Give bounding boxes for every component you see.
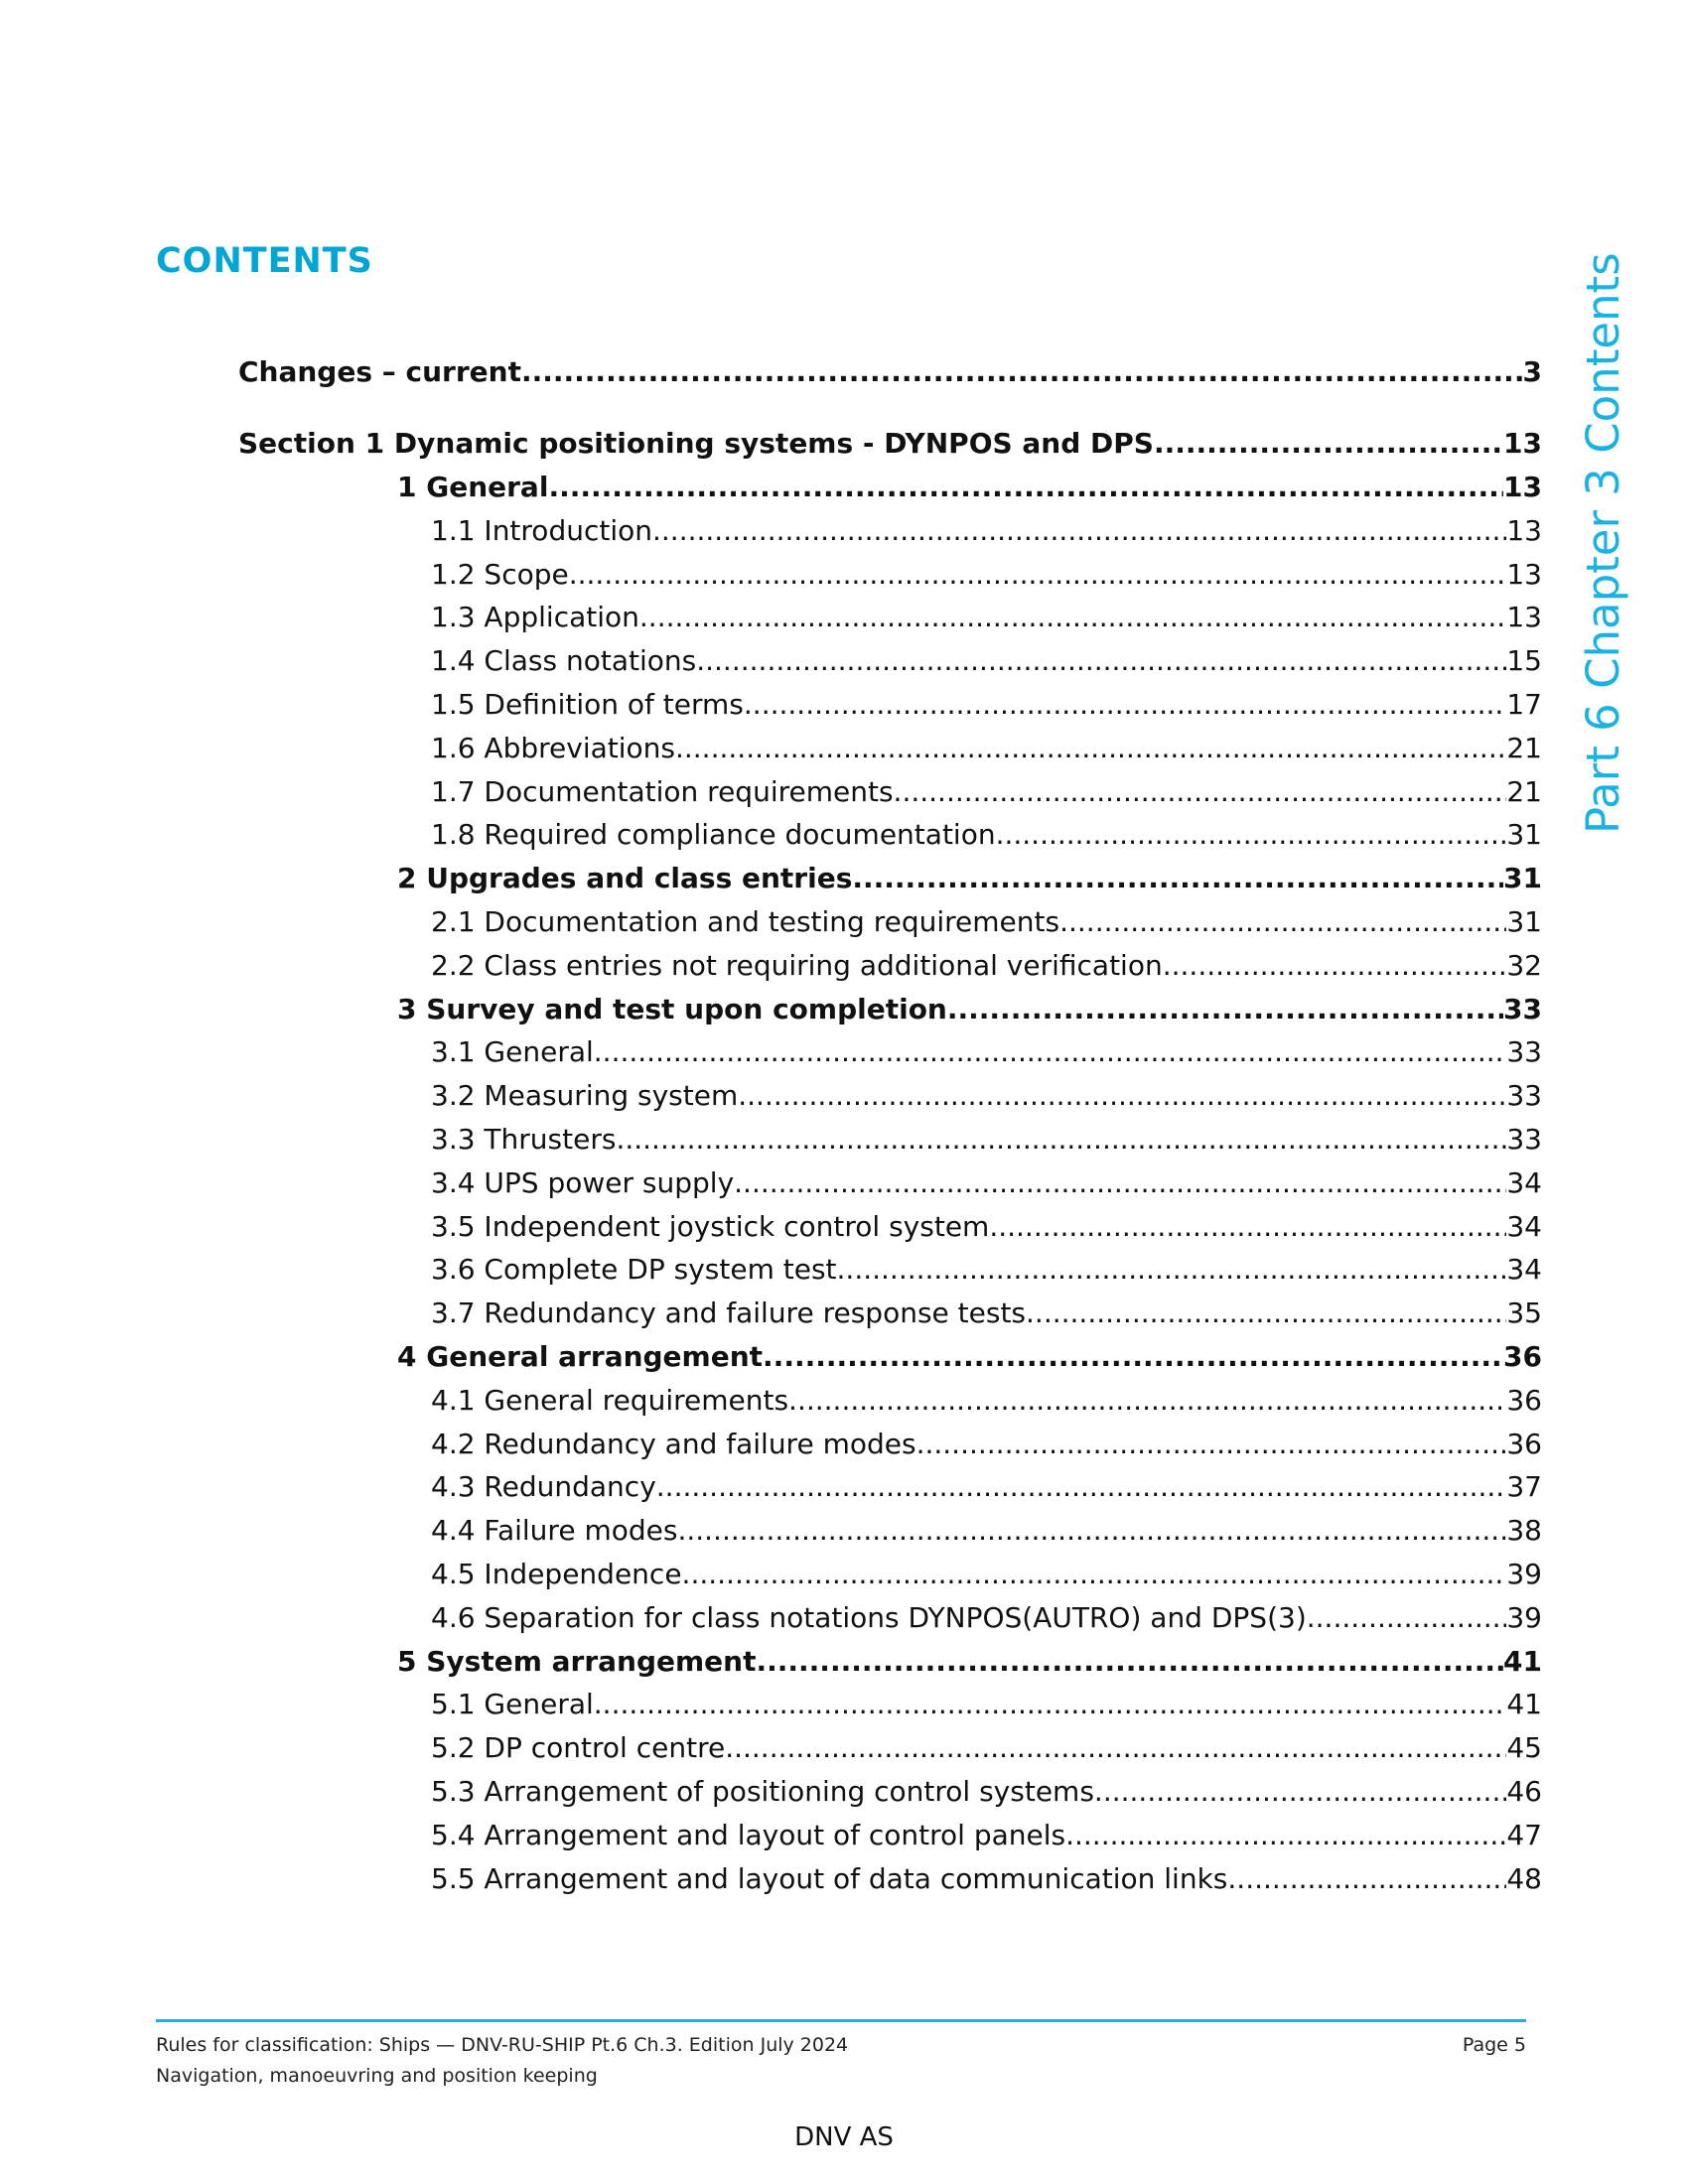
toc-entry-title: Changes – current (238, 355, 521, 388)
toc-entry-page: 15 (1506, 644, 1542, 678)
toc-entry-title: 2 Upgrades and class entries (397, 862, 853, 895)
toc-leader-dots (521, 352, 1523, 392)
contents-heading: CONTENTS (156, 241, 373, 281)
toc-leader-dots (1059, 902, 1506, 942)
toc-entry[interactable] (238, 424, 1542, 464)
toc-entry[interactable] (431, 1685, 1542, 1724)
toc-entry-page: 41 (1506, 1688, 1542, 1721)
toc-entry-page: 31 (1503, 862, 1542, 895)
toc-entry-title: 4.5 Independence (431, 1558, 682, 1590)
toc-entry-page: 13 (1503, 427, 1542, 460)
toc-entry-title: 5.3 Arrangement of positioning control systems (431, 1775, 1094, 1808)
toc-entry-title: 4.3 Redundancy (431, 1470, 656, 1504)
publisher-name: DNV AS (794, 2122, 894, 2152)
toc-entry[interactable] (431, 1511, 1542, 1551)
toc-entry-title: 1.4 Class notations (431, 644, 697, 678)
toc-leader-dots (656, 1467, 1507, 1507)
toc-entry-title: 1.2 Scope (431, 557, 569, 591)
toc-leader-dots (675, 729, 1506, 768)
toc-entry-title: 1.3 Application (431, 601, 639, 634)
toc-entry-page: 21 (1506, 731, 1542, 764)
toc-leader-dots (788, 1381, 1506, 1421)
toc-leader-dots (594, 1685, 1507, 1724)
toc-entry[interactable] (431, 1728, 1542, 1768)
toc-entry-title: 5.1 General (431, 1688, 594, 1721)
toc-leader-dots (989, 1207, 1506, 1247)
toc-entry-page: 34 (1506, 1209, 1542, 1243)
toc-entry[interactable] (431, 1555, 1542, 1594)
toc-entry[interactable] (397, 1642, 1542, 1682)
toc-entry[interactable] (397, 468, 1542, 507)
toc-entry-title: 5.5 Arrangement and layout of data communication links (431, 1861, 1228, 1895)
toc-entry-title: 1.1 Introduction (431, 513, 652, 547)
toc-entry-title: 2.2 Class entries not requiring additional verification (431, 948, 1163, 982)
toc-entry-page: 34 (1506, 1165, 1542, 1199)
toc-entry[interactable] (431, 1381, 1542, 1421)
footer-page-number: Page 5 (1462, 2034, 1526, 2056)
toc-entry-page: 48 (1506, 1861, 1542, 1895)
toc-entry[interactable] (431, 772, 1542, 812)
toc-leader-dots (996, 815, 1507, 855)
toc-entry[interactable] (431, 1120, 1542, 1160)
toc-entry-page: 38 (1506, 1514, 1542, 1548)
toc-leader-dots (837, 1250, 1507, 1290)
toc-leader-dots (1227, 1859, 1506, 1899)
toc-entry-title: 3.4 UPS power supply (431, 1165, 735, 1199)
toc-entry[interactable] (431, 685, 1542, 725)
toc-entry-page: 31 (1506, 905, 1542, 938)
toc-entry-title: 3.5 Independent joystick control system (431, 1209, 990, 1243)
toc-entry[interactable] (431, 815, 1542, 855)
toc-entry-page: 33 (1503, 992, 1542, 1025)
footer-text (156, 2030, 848, 2092)
toc-leader-dots (756, 1642, 1503, 1682)
toc-entry-title: 4.4 Failure modes (431, 1514, 678, 1548)
toc-leader-dots (916, 1425, 1507, 1464)
side-running-title: Part 6 Chapter 3 Contents (1577, 252, 1629, 834)
toc-entry-page: 41 (1503, 1644, 1542, 1678)
toc-entry-page: 36 (1503, 1340, 1542, 1373)
toc-leader-dots (852, 859, 1503, 898)
toc-entry[interactable] (431, 1032, 1542, 1072)
toc-entry-title: 5.2 DP control centre (431, 1731, 726, 1765)
toc-leader-dots (1065, 1816, 1506, 1855)
toc-entry[interactable] (431, 1207, 1542, 1247)
toc-entry[interactable] (431, 1598, 1542, 1638)
toc-entry[interactable] (397, 1337, 1542, 1377)
toc-leader-dots (725, 1728, 1506, 1768)
toc-entry-title: Section 1 Dynamic positioning systems - DYNPOS and DPS (238, 427, 1154, 460)
toc-entry[interactable] (238, 352, 1542, 392)
toc-entry-page: 36 (1506, 1383, 1542, 1417)
toc-leader-dots (696, 641, 1506, 681)
toc-entry-title: 1.8 Required compliance documentation (431, 818, 996, 852)
toc-leader-dots (947, 990, 1503, 1029)
toc-entry[interactable] (431, 729, 1542, 768)
toc-leader-dots (594, 1032, 1507, 1072)
toc-entry-title: 4.2 Redundancy and failure modes (431, 1427, 916, 1460)
toc-entry[interactable] (431, 641, 1542, 681)
toc-leader-dots (639, 598, 1506, 637)
toc-entry[interactable] (397, 990, 1542, 1029)
toc-entry-title: 4 General arrangement (397, 1340, 764, 1373)
toc-entry-title: 1.5 Definition of terms (431, 688, 744, 721)
footer-divider (156, 2019, 1526, 2022)
toc-entry-page: 21 (1506, 774, 1542, 808)
toc-entry-title: 3.3 Thrusters (431, 1123, 617, 1156)
toc-leader-dots (616, 1120, 1506, 1160)
toc-leader-dots (763, 1337, 1503, 1377)
toc-entry[interactable] (431, 1294, 1542, 1333)
toc-entry-title: 1.7 Documentation requirements (431, 774, 894, 808)
toc-entry-title: 3.6 Complete DP system test (431, 1253, 837, 1287)
toc-entry[interactable] (431, 1859, 1542, 1899)
toc-leader-dots (682, 1555, 1507, 1594)
toc-entry-title: 5 System arrangement (397, 1644, 757, 1678)
toc-entry[interactable] (431, 946, 1542, 986)
toc-leader-dots (1094, 1772, 1506, 1812)
toc-leader-dots (677, 1511, 1506, 1551)
toc-entry[interactable] (431, 1425, 1542, 1464)
toc-entry-page: 13 (1506, 601, 1542, 634)
toc-leader-dots (738, 1076, 1506, 1116)
footer-document-subtitle: Navigation, manoeuvring and position keeping (156, 2065, 598, 2087)
toc-entry-page: 37 (1506, 1470, 1542, 1504)
toc-entry[interactable] (431, 1163, 1542, 1203)
toc-leader-dots (734, 1163, 1506, 1203)
toc-entry[interactable] (431, 1076, 1542, 1116)
toc-entry-page: 34 (1506, 1253, 1542, 1287)
toc-entry[interactable] (431, 1467, 1542, 1507)
toc-entry-page: 39 (1506, 1600, 1542, 1634)
toc-entry[interactable] (397, 859, 1542, 898)
toc-entry-page: 32 (1506, 948, 1542, 982)
toc-entry-title: 1 General (397, 471, 549, 503)
toc-entry[interactable] (431, 555, 1542, 595)
toc-entry-page: 33 (1506, 1079, 1542, 1113)
toc-entry-page: 13 (1503, 471, 1542, 503)
toc-leader-dots (1154, 424, 1503, 464)
toc-entry-page: 46 (1506, 1775, 1542, 1808)
toc-entry[interactable] (431, 1250, 1542, 1290)
toc-entry[interactable] (431, 1772, 1542, 1812)
toc-entry-page: 3 (1522, 355, 1542, 388)
toc-entry-title: 3 Survey and test upon completion (397, 992, 947, 1025)
footer-document-title: Rules for classification: Ships — DNV-RU-SHIP Pt.6 Ch.3. Edition July 2024 (156, 2034, 849, 2056)
toc-entry-page: 33 (1506, 1123, 1542, 1156)
toc-entry-title: 3.2 Measuring system (431, 1079, 739, 1113)
toc-leader-dots (1163, 946, 1507, 986)
toc-leader-dots (652, 511, 1506, 551)
toc-entry-page: 13 (1506, 513, 1542, 547)
toc-entry-title: 1.6 Abbreviations (431, 731, 675, 764)
toc-entry-page: 33 (1506, 1035, 1542, 1069)
toc-entry-title: 2.1 Documentation and testing requirements (431, 905, 1060, 938)
toc-entry[interactable] (431, 1816, 1542, 1855)
toc-leader-dots (1307, 1598, 1507, 1638)
toc-entry-title: 3.7 Redundancy and failure response tests (431, 1297, 1027, 1330)
toc-entry-title: 5.4 Arrangement and layout of control panels (431, 1818, 1066, 1851)
toc-leader-dots (1026, 1294, 1506, 1333)
toc-entry[interactable] (431, 902, 1542, 942)
toc-entry-page: 35 (1506, 1297, 1542, 1330)
toc-entry-page: 47 (1506, 1818, 1542, 1851)
toc-entry[interactable] (431, 511, 1542, 551)
toc-entry-page: 31 (1506, 818, 1542, 852)
toc-leader-dots (548, 468, 1503, 507)
toc-entry-title: 4.6 Separation for class notations DYNPOS(AUTRO) and DPS(3) (431, 1600, 1307, 1634)
toc-leader-dots (744, 685, 1506, 725)
toc-entry-title: 4.1 General requirements (431, 1383, 789, 1417)
toc-entry-page: 45 (1506, 1731, 1542, 1765)
toc-leader-dots (894, 772, 1507, 812)
toc-entry-page: 36 (1506, 1427, 1542, 1460)
toc-entry-page: 39 (1506, 1558, 1542, 1590)
toc-entry-title: 3.1 General (431, 1035, 594, 1069)
toc-entry[interactable] (431, 598, 1542, 637)
toc-leader-dots (569, 555, 1507, 595)
toc-entry-page: 17 (1506, 688, 1542, 721)
toc-entry-page: 13 (1506, 557, 1542, 591)
